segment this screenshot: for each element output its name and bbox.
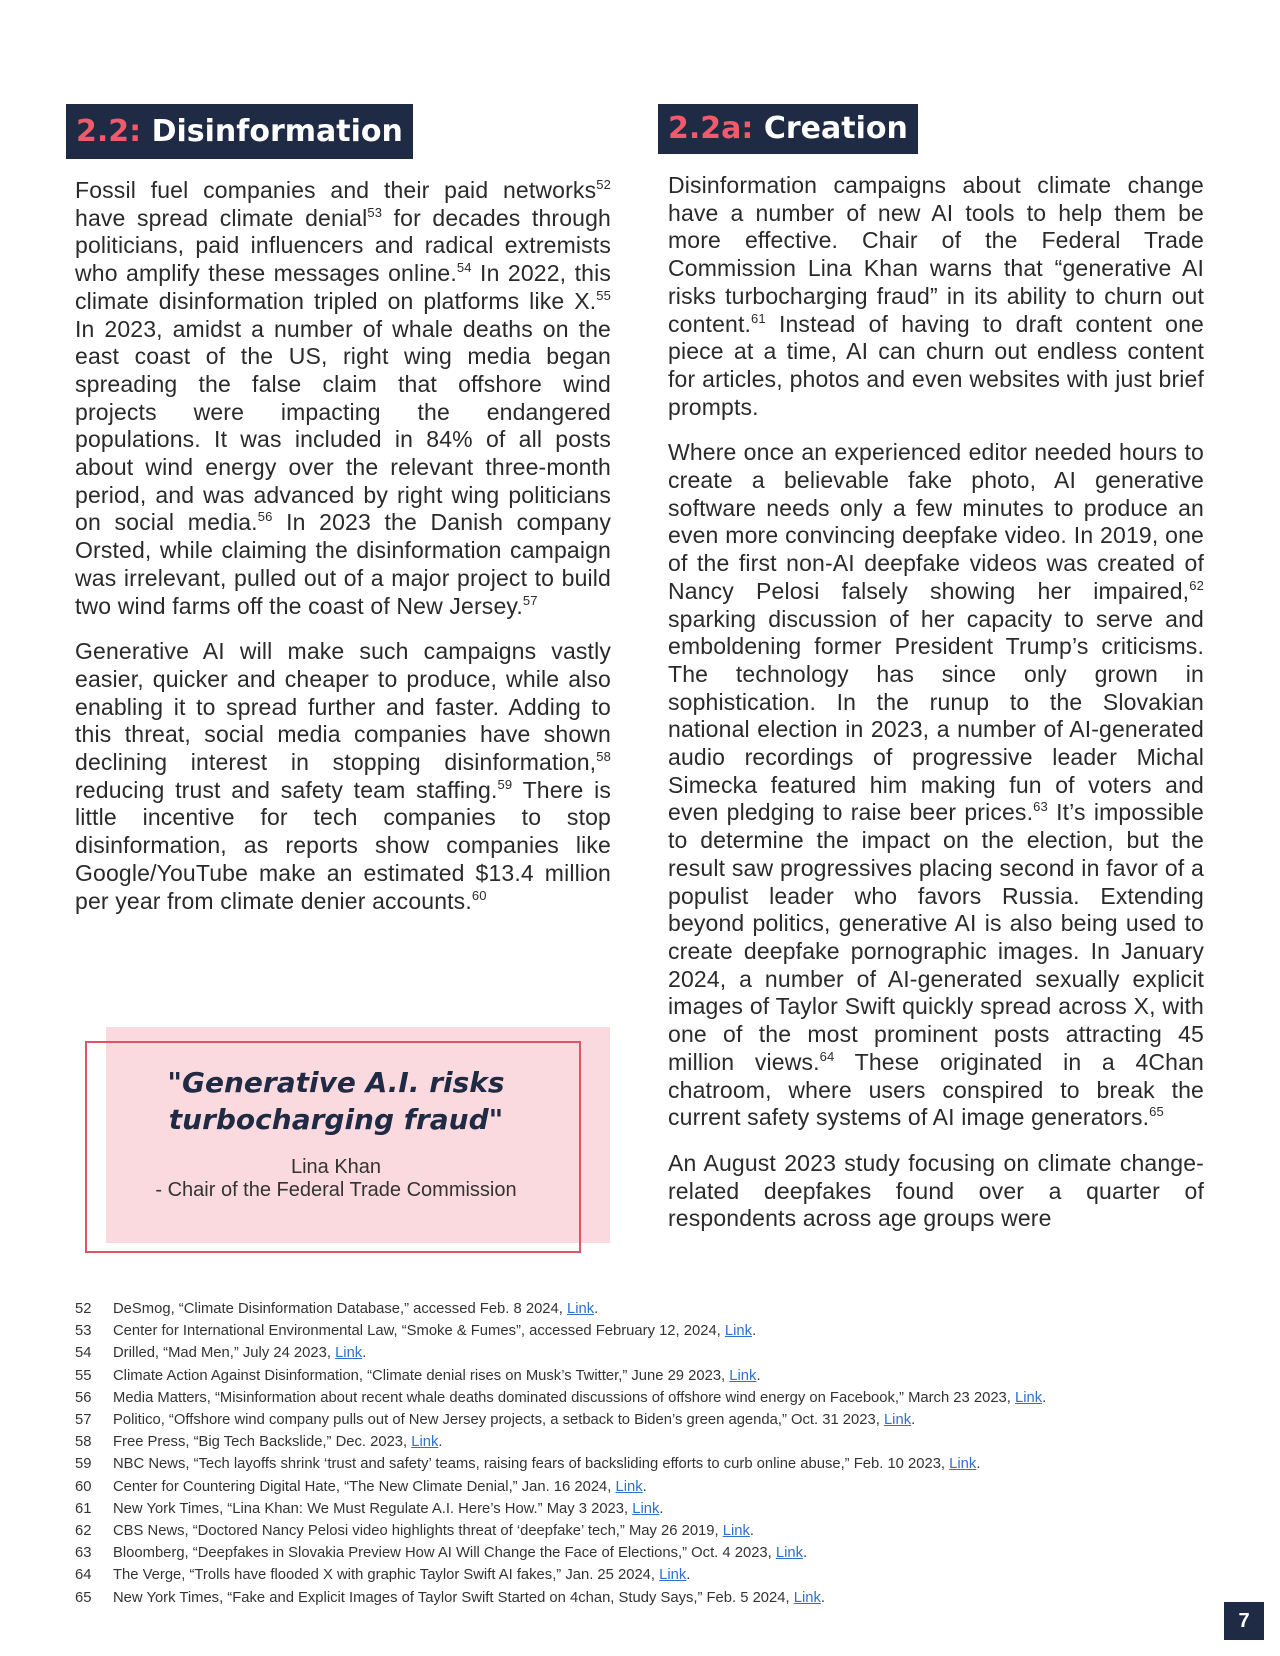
paragraph-text: for decades through politicians, paid influencers and radical extremists who amplify these messages online. (75, 204, 611, 287)
footnote-link[interactable]: Link (775, 1545, 804, 1562)
footnote-text: The Verge, “Trolls have flooded X with graphic Taylor Swift AI fakes,” Jan. 25 2024, (113, 1567, 660, 1584)
paragraph-text: sparking discussion of her capacity to serve and emboldening former President Trump’s criticisms. The technology has since only grown in sophistication. In the runup to the Slovakian national election in 2023, a number of AI-generated audio recordings of progressive leader Michal Simecka featured him making fun of voters and even pledging to raise beer prices. (668, 605, 1204, 826)
section-title: Disinformation (151, 114, 403, 149)
footnote-link[interactable]: Link (411, 1434, 439, 1451)
pull-quote-author: Lina Khan (290, 1156, 382, 1178)
footnote-link[interactable]: Link (632, 1500, 660, 1517)
footnote-text: New York Times, “Lina Khan: We Must Regulate A.I. Here’s How.” May 3 2023, (113, 1500, 633, 1517)
footnote-text: NBC News, “Tech layoffs shrink ‘trust and safety’ teams, raising fears of backsliding efforts to curb online abuse,” Feb. 10 2023, (113, 1456, 950, 1473)
paragraph-text: Where once an experienced editor needed hours to create a believable fake photo, AI generative software needs only a few minutes to produce an even more convincing deepfake video. In 2019, one of the first non-AI deepfake videos was created of Nancy Pelosi falsely showing her impaired, (668, 439, 1204, 604)
footnote-item: 54 Drilled, “Mad Men,” July 24 2023, Link. (75, 1342, 1215, 1364)
footnote-number: 59 (75, 1456, 92, 1473)
footnote-number: 62 (75, 1523, 92, 1540)
footnote-item: 60 Center for Countering Digital Hate, “The New Climate Denial,” Jan. 16 2024, Link. (75, 1476, 1215, 1498)
footnote-marker: 58 (596, 749, 611, 765)
paragraph-text: In 2022, this climate disinformation tripled on platforms like X. (75, 260, 611, 314)
footnote-link[interactable]: Link (793, 1589, 821, 1606)
footnote-number: 53 (75, 1323, 92, 1340)
pull-quote-text: "Generative A.I. risks turbocharging fraud" (167, 1066, 505, 1136)
footnote-text: Drilled, “Mad Men,” July 24 2023, (113, 1345, 336, 1362)
footnote-item: 64 The Verge, “Trolls have flooded X with graphic Taylor Swift AI fakes,” Jan. 25 2024, Link. (75, 1564, 1215, 1586)
footnote-number: 57 (75, 1412, 92, 1429)
paragraph-text: have spread climate denial (75, 204, 368, 231)
footnote-marker: 53 (367, 204, 383, 220)
footnote-link[interactable]: Link (615, 1478, 643, 1495)
paragraph (668, 439, 1204, 1132)
footnote-item: 52 DeSmog, “Climate Disinformation Database,” accessed Feb. 8 2024, Link. (75, 1298, 1215, 1320)
footnote-marker: 59 (497, 776, 513, 792)
footnote-number: 55 (75, 1367, 92, 1384)
paragraph-text: In 2023 the Danish company Orsted, while claiming the disinformation campaign was irrelevant, pulled out of a major project to build two wind farms off the coast of New Jersey. (75, 509, 611, 619)
footnote-link[interactable]: Link (883, 1412, 912, 1429)
footnote-link[interactable]: Link (659, 1567, 687, 1584)
section-number: 2.2a: (668, 111, 754, 146)
footnote-number: 65 (75, 1589, 92, 1606)
footnote-number: 60 (75, 1478, 92, 1495)
section-heading-disinformation (66, 104, 413, 159)
section-heading-creation (658, 104, 918, 154)
footnote-marker: 56 (257, 509, 273, 525)
footnote-text: Free Press, “Big Tech Backslide,” Dec. 2023, (113, 1434, 412, 1451)
footnote-text: Climate Action Against Disinformation, “Climate denial rises on Musk’s Twitter,” June 29 2023, (113, 1367, 730, 1384)
footnote-link[interactable]: Link (949, 1456, 977, 1473)
footnote-item: 55 Climate Action Against Disinformation, “Climate denial rises on Musk’s Twitter,” June 29 2023, Link. (75, 1365, 1215, 1387)
footnote-marker: 65 (1149, 1104, 1164, 1120)
footnote-marker: 52 (596, 177, 611, 192)
footnote-text: Center for Countering Digital Hate, “The New Climate Denial,” Jan. 16 2024, (113, 1478, 616, 1495)
paragraph (668, 172, 1204, 421)
footnote-item: 62 CBS News, “Doctored Nancy Pelosi video highlights threat of ‘deepfake’ tech,” May 26 2019, Link. (75, 1520, 1215, 1542)
footnote-number: 54 (75, 1345, 92, 1362)
footnotes (75, 1298, 1215, 1609)
footnote-text: New York Times, “Fake and Explicit Images of Taylor Swift Started on 4chan, Study Says,” Feb. 5 2024, (113, 1589, 794, 1606)
footnote-text: Bloomberg, “Deepfakes in Slovakia Preview How AI Will Change the Face of Elections,” Oct. 4 2023, (113, 1545, 776, 1562)
footnote-item: 58 Free Press, “Big Tech Backslide,” Dec. 2023, Link. (75, 1431, 1215, 1453)
footnote-item: 61 New York Times, “Lina Khan: We Must Regulate A.I. Here’s How.” May 3 2023, Link. (75, 1498, 1215, 1520)
paragraph (75, 177, 611, 620)
footnote-item: 63 Bloomberg, “Deepfakes in Slovakia Preview How AI Will Change the Face of Elections,” Oct. 4 2023, Link. (75, 1542, 1215, 1564)
footnote-marker: 55 (596, 287, 611, 303)
left-column (75, 177, 611, 933)
footnote-marker: 57 (522, 592, 538, 608)
paragraph-text: In 2023, amidst a number of whale deaths on the east coast of the US, right wing media began spreading the false claim that offshore wind projects were impacting the endangered populations. It was included in 84% of all posts about wind energy over the relevant three-month period, and was advanced by right wing politicians on social media. (75, 315, 611, 536)
footnote-text: Media Matters, “Misinformation about recent whale deaths dominated discussions of offshore wind energy on Facebook,” March 23 2023, (113, 1389, 1015, 1406)
footnote-link[interactable]: Link (1015, 1389, 1043, 1406)
footnote-item: 53 Center for International Environmental Law, “Smoke & Fumes”, accessed February 12, 2024, Link. (75, 1320, 1215, 1342)
footnote-text: Center for International Environmental Law, “Smoke & Fumes”, accessed February 12, 2024, (113, 1323, 725, 1340)
paragraph-text: reducing trust and safety team staffing. (75, 776, 498, 803)
paragraph-text: Instead of having to draft content one piece at a time, AI can churn out endless content for articles, photos and even websites with just brief prompts. (668, 310, 1204, 420)
paragraph-text: Generative AI will make such campaigns vastly easier, quicker and cheaper to produce, while also enabling it to spread further and faster. Adding to this threat, social media companies have shown declining interest in stopping disinformation, (75, 638, 611, 776)
right-column (668, 172, 1204, 1257)
footnote-number: 64 (75, 1567, 92, 1584)
footnote-item: 56 Media Matters, “Misinformation about recent whale deaths dominated discussions of offshore wind energy on Facebook,” March 23 2023, Link. (75, 1387, 1215, 1409)
paragraph-text: Fossil fuel companies and their paid networks (75, 177, 597, 203)
footnote-number: 58 (75, 1434, 92, 1451)
paragraph-text: Disinformation campaigns about climate change have a number of new AI tools to help them be more effective. Chair of the Federal Trade Commission Lina Khan warns that “generative AI risks turbocharging fraud” in its ability to churn out content. (668, 172, 1204, 337)
section-title: Creation (763, 111, 908, 146)
footnote-text: DeSmog, “Climate Disinformation Database,” accessed Feb. 8 2024, (113, 1301, 567, 1317)
footnote-text: Politico, “Offshore wind company pulls out of New Jersey projects, a setback to Biden’s green agenda,” Oct. 31 2023, (113, 1412, 884, 1429)
paragraph (668, 1150, 1204, 1233)
footnote-marker: 60 (471, 887, 487, 903)
footnote-link[interactable]: Link (566, 1301, 595, 1317)
footnote-link[interactable]: Link (729, 1367, 757, 1384)
footnote-marker: 63 (1033, 799, 1048, 815)
footnote-marker: 54 (456, 260, 472, 276)
pull-quote-author-role: - Chair of the Federal Trade Commission (155, 1179, 517, 1201)
footnote-number: 56 (75, 1389, 92, 1406)
paragraph-text: It’s impossible to determine the impact on the election, but the result saw progressives placing second in favor of a populist leader who favors Russia. Extending beyond politics, generative AI is also being used to create deepfake pornographic images. In January 2024, a number of AI-generated sexually explicit images of Taylor Swift quickly spread across X, with one of the most prominent posts attracting 45 million views. (668, 799, 1204, 1075)
footnote-item: 59 NBC News, “Tech layoffs shrink ‘trust and safety’ teams, raising fears of backsliding efforts to curb online abuse,” Feb. 10 2023, Link. (75, 1453, 1215, 1475)
footnote-link[interactable]: Link (335, 1345, 363, 1362)
paragraph-text: An August 2023 study focusing on climate change-related deepfakes found over a quarter of respondents across age groups were (668, 1149, 1204, 1232)
footnote-item: 65 New York Times, “Fake and Explicit Images of Taylor Swift Started on 4chan, Study Says,” Feb. 5 2024, Link. (75, 1587, 1215, 1609)
footnote-marker: 61 (751, 310, 766, 326)
footnote-marker: 64 (819, 1048, 835, 1064)
footnote-link[interactable]: Link (724, 1323, 753, 1340)
paragraph-text: There is little incentive for tech companies to stop disinformation, as reports show companies like Google/YouTube make an estimated $13.4 million per year from climate denier accounts. (75, 776, 611, 914)
paragraph (75, 638, 611, 915)
footnote-text: CBS News, “Doctored Nancy Pelosi video highlights threat of ‘deepfake’ tech,” May 26 2019, (113, 1523, 723, 1540)
footnote-number: 63 (75, 1545, 92, 1562)
footnote-item: 57 Politico, “Offshore wind company pulls out of New Jersey projects, a setback to Biden’s green agenda,” Oct. 31 2023, Link. (75, 1409, 1215, 1431)
footnote-marker: 62 (1189, 577, 1204, 593)
page-number: 7 (1224, 1602, 1264, 1640)
footnote-number: 61 (75, 1500, 92, 1517)
footnote-link[interactable]: Link (722, 1523, 750, 1540)
paragraph-text: These originated in a 4Chan chatroom, where users conspired to break the current safety systems of AI image generators. (668, 1048, 1204, 1131)
section-number: 2.2: (76, 114, 142, 149)
footnote-number: 52 (75, 1301, 92, 1317)
